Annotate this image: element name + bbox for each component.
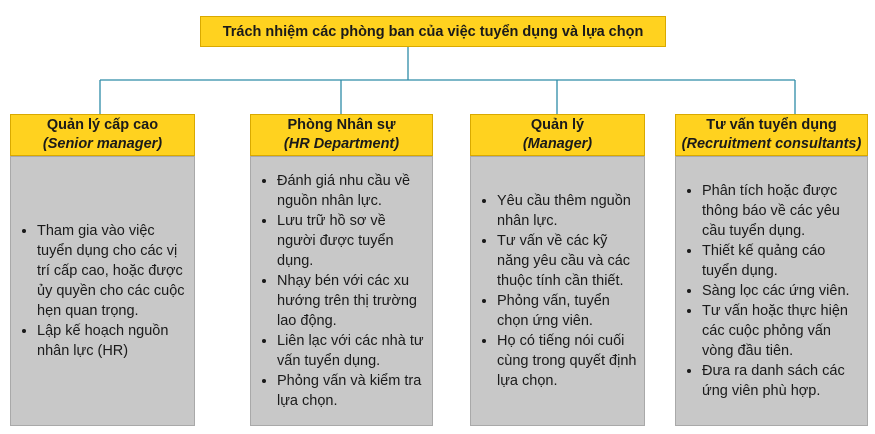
column-subtitle: (Manager) bbox=[522, 136, 593, 152]
column-title: Tư vấn tuyển dụng bbox=[706, 117, 837, 133]
responsibility-list bbox=[251, 171, 432, 411]
column-title: Phòng Nhân sự bbox=[287, 117, 396, 133]
list-item: • Lưu trữ hồ sơ về người được tuyển dụng. bbox=[277, 211, 426, 271]
column-body-hr-department bbox=[250, 156, 433, 426]
column-subtitle: (Senior manager) bbox=[42, 136, 163, 152]
responsibility-list bbox=[676, 181, 867, 401]
list-item: • Đánh giá nhu cầu về nguồn nhân lực. bbox=[277, 171, 426, 211]
column-body-senior-manager bbox=[10, 156, 195, 426]
list-item: • Họ có tiếng nói cuối cùng trong quyết định lựa chọn. bbox=[497, 331, 638, 391]
column-body-recruitment-consultants bbox=[675, 156, 868, 426]
list-item: • Tư vấn về các kỹ năng yêu cầu và các thuộc tính cần thiết. bbox=[497, 231, 638, 291]
list-item: • Phỏng vấn, tuyển chọn ứng viên. bbox=[497, 291, 638, 331]
responsibility-list bbox=[11, 221, 194, 361]
column-header-manager bbox=[470, 114, 645, 156]
list-item: • Tư vấn hoặc thực hiện các cuộc phỏng vấn vòng đầu tiên. bbox=[702, 301, 861, 361]
column-header-hr-department bbox=[250, 114, 433, 156]
column-title: Quản lý cấp cao bbox=[46, 117, 159, 133]
column-header-recruitment-consultants bbox=[675, 114, 868, 156]
list-item: • Nhạy bén với các xu hướng trên thị trường lao động. bbox=[277, 271, 426, 331]
column-title: Quản lý bbox=[530, 117, 585, 133]
column-subtitle: (Recruitment consultants) bbox=[681, 136, 862, 152]
diagram-title bbox=[200, 16, 666, 47]
column-body-manager bbox=[470, 156, 645, 426]
list-item: • Yêu cầu thêm nguồn nhân lực. bbox=[497, 191, 638, 231]
responsibility-list bbox=[471, 191, 644, 391]
list-item: • Thiết kế quảng cáo tuyển dụng. bbox=[702, 241, 861, 281]
list-item: • Sàng lọc các ứng viên. bbox=[702, 281, 861, 301]
list-item: • Phân tích hoặc được thông báo về các yêu cầu tuyển dụng. bbox=[702, 181, 861, 241]
column-header-senior-manager bbox=[10, 114, 195, 156]
list-item: • Lập kế hoạch nguồn nhân lực (HR) bbox=[37, 321, 188, 361]
column-subtitle: (HR Department) bbox=[283, 136, 400, 152]
list-item: • Đưa ra danh sách các ứng viên phù hợp. bbox=[702, 361, 861, 401]
diagram-title-text: Trách nhiệm các phòng ban của việc tuyển dụng và lựa chọn bbox=[222, 23, 644, 40]
list-item: • Phỏng vấn và kiểm tra lựa chọn. bbox=[277, 371, 426, 411]
list-item: • Liên lạc với các nhà tư vấn tuyển dụng. bbox=[277, 331, 426, 371]
list-item: • Tham gia vào việc tuyển dụng cho các vị trí cấp cao, hoặc được ủy quyền cho các cuộc hẹn quan trọng. bbox=[37, 221, 188, 321]
